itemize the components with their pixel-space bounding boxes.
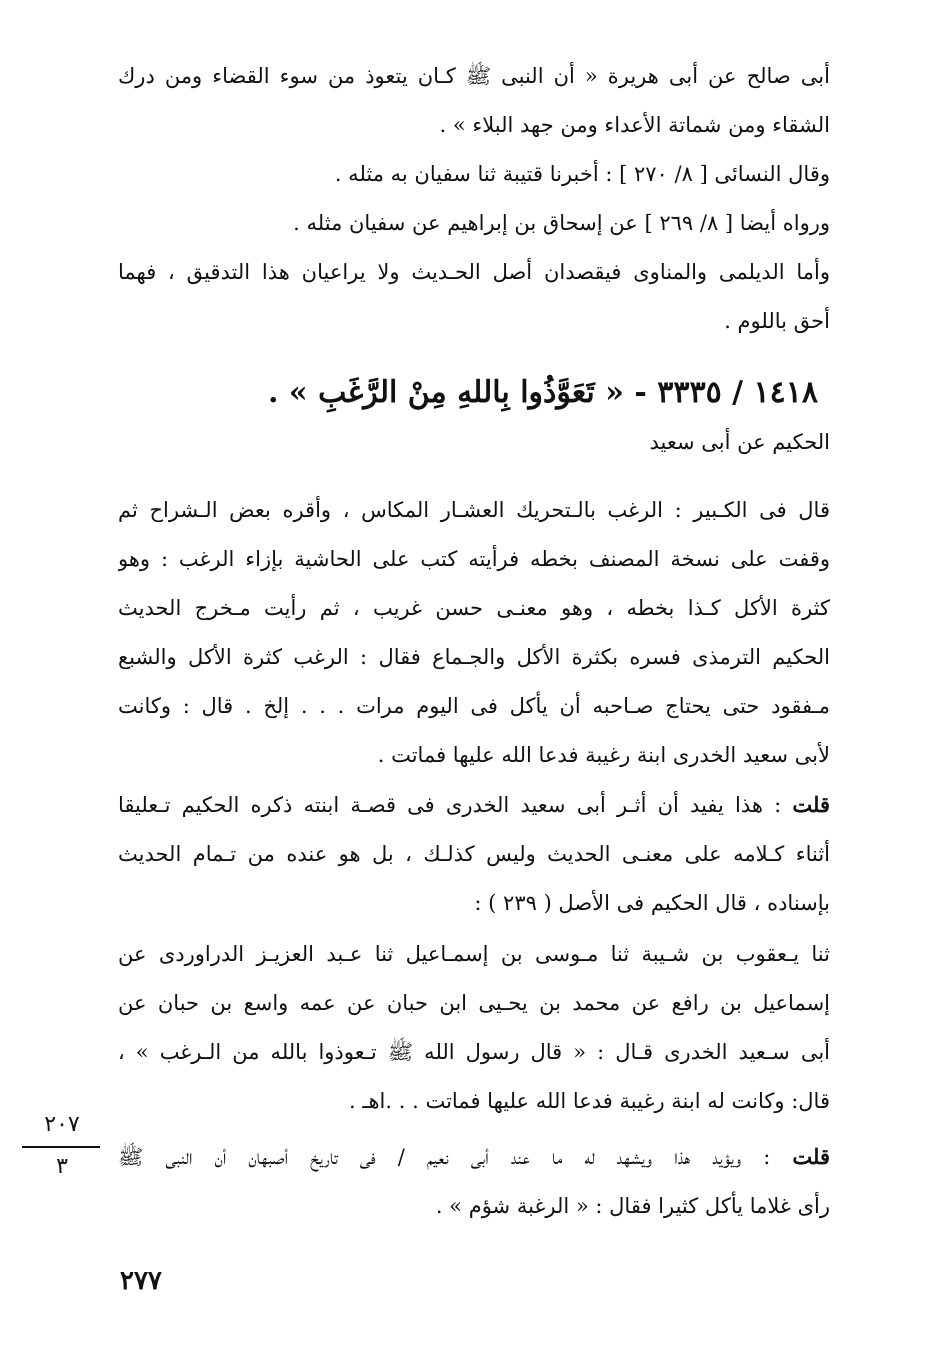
text-line: ورواه أيضا [ ٨/ ٢٦٩ ] عن إسحاق بن إبراهيم عن سفيان مثله . xyxy=(293,211,830,235)
text-line: بإسناده ، قال الحكيم فى الأصل ( ٢٣٩ ) : xyxy=(474,891,830,915)
hadith-source: الحكيم عن أبى سعيد xyxy=(649,430,830,454)
text-line: إسماعيل بن رافع عن محمد بن يحـيى ابن حبان عن عمه واسع بن حبان عن xyxy=(118,991,830,1015)
text-line: مـفقود حتى يحتاج صـاحبه أن يأكل فى اليوم مرات . . . إلخ . قال : وكانت xyxy=(118,694,830,718)
qultu-label: قلت xyxy=(792,792,830,817)
margin-volume-page: ٢٠٧ xyxy=(44,1112,80,1137)
text-line: قال فى الكـبير : الرغب بالـتحريك العشـار المكاس ، وأقره بعض الـشراح ثم xyxy=(118,498,830,522)
text-line xyxy=(118,780,830,830)
text-segment: : هذا يفيد أن أثـر أبى سعيد الخدرى فى قصـة ابنته ذكره الحكيم تـعليقا xyxy=(118,793,793,817)
margin-volume-number: ٣ xyxy=(56,1154,68,1179)
margin-divider xyxy=(22,1146,100,1148)
text-line: كثرة الأكل كـذا بخطه ، وهو معنـى حسن غريب ، ثم رأيت مـخرج الحديث xyxy=(118,596,830,620)
text-line: أثناء كـلامه على معنـى الحديث وليس كذلـك ، بل هو عنده من تـمام الحديث xyxy=(118,842,830,866)
text-line: أحق باللوم . xyxy=(724,309,830,333)
paragraph-isnad xyxy=(118,930,830,1126)
text-line: ثنا يـعقوب بن شـيبة ثنا مـوسى بن إسمـاعيل ثنا عـبد العزيـز الدراوردى عن xyxy=(118,942,830,966)
paragraph-hadith-end xyxy=(118,52,830,346)
text-line: أبى صالح عن أبى هريرة « أن النبى ﷺ كـان يتعوذ من سوء القضاء ومن درك xyxy=(118,64,830,88)
text-line: وقفت على نسخة المصنف بخطه فرأيته كتب على الحاشية بإزاء الرغب : وهو xyxy=(118,547,830,571)
text-line: أبى سـعيد الخدرى قـال : « قال رسول الله ﷺ تـعوذوا بالله من الـرغب » ، xyxy=(118,1040,830,1064)
text-line: الحكيم الترمذى فسره بكثرة الأكل والجـماع فقال : الرغب كثرة الأكل والشبع xyxy=(118,645,830,669)
paragraph-qultu-2 xyxy=(118,1132,830,1231)
paragraph-commentary xyxy=(118,486,830,780)
source-line xyxy=(118,418,830,467)
margin-page-reference xyxy=(22,1110,102,1182)
hadith-heading: ١٤١٨ / ٣٣٣٥ - « تَعَوَّذُوا بِاللهِ مِنْ الرَّغَبِ » . xyxy=(268,375,818,410)
text-line: لأبى سعيد الخدرى ابنة رغيبة فدعا الله عليها فماتت . xyxy=(377,743,830,767)
text-line xyxy=(118,1132,830,1182)
text-line: وقال النسائى [ ٨/ ٢٧٠ ] : أخبرنا قتيبة ثنا سفيان به مثله . xyxy=(334,162,830,186)
text-line: وأما الديلمى والمناوى فيقصدان أصل الحـديث ولا يراعيان هذا التدقيق ، فهما xyxy=(118,260,830,284)
text-line: قال: وكانت له ابنة رغيبة فدعا الله عليها فماتت . . .اهـ . xyxy=(348,1089,830,1113)
text-line: رأى غلاما يأكل كثيرا فقال : « الرغبة شؤم » . xyxy=(435,1194,830,1218)
text-line: الشقاء ومن شماتة الأعداء ومن جهد البلاء » . xyxy=(439,113,830,137)
text-segment: : ويؤيد هذا ويشهد له ما عند أبى نعيم / فى تاريخ أصبهان أن النبى ﷺ xyxy=(118,1145,793,1169)
qultu-label: قلت xyxy=(792,1144,830,1169)
page-number: ٢٧٧ xyxy=(120,1266,162,1296)
paragraph-qultu-1 xyxy=(118,780,830,928)
